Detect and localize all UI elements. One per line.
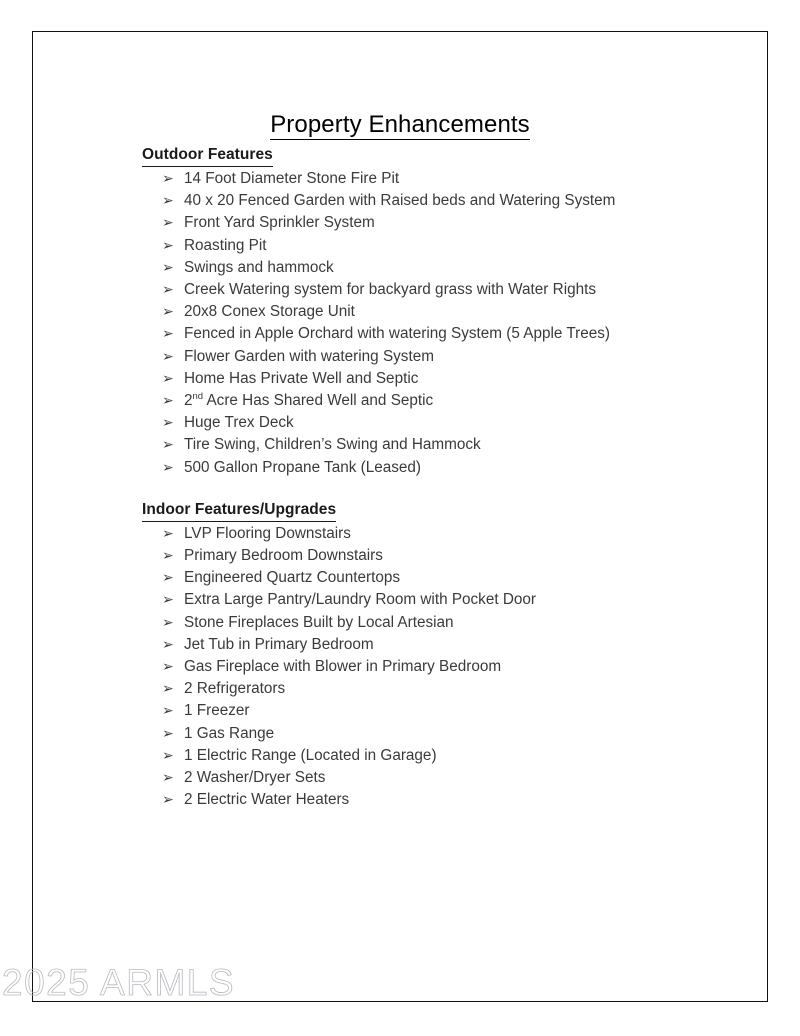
list-item [162,346,742,368]
list-item-label: Jet Tub in Primary Bedroom [184,635,374,653]
list-item-label: Flower Garden with watering System [184,347,434,365]
list-item-label: LVP Flooring Downstairs [184,524,351,542]
arrow-bullet-icon: ➢ [162,792,174,809]
arrow-bullet-icon: ➢ [162,348,174,365]
list-item [162,301,742,323]
list-item-label: Front Yard Sprinkler System [184,214,375,232]
page-title-text: Property Enhancements [270,112,530,140]
arrow-bullet-icon: ➢ [162,437,174,454]
arrow-bullet-icon: ➢ [162,747,174,764]
section-heading-outdoor-text: Outdoor Features [142,145,273,167]
list-item [162,745,742,767]
arrow-bullet-icon: ➢ [162,703,174,720]
arrow-bullet-icon: ➢ [162,215,174,232]
list-item-label: Roasting Pit [184,236,267,254]
arrow-bullet-icon: ➢ [162,636,174,653]
list-item-label: Stone Fireplaces Built by Local Artesian [184,613,454,631]
list-item-label: Primary Bedroom Downstairs [184,547,383,565]
arrow-bullet-icon: ➢ [162,725,174,742]
section-indoor-features [142,500,742,812]
list-item [162,767,742,789]
list-item-label: 1 Freezer [184,702,250,720]
arrow-bullet-icon: ➢ [162,570,174,587]
list-item [162,212,742,234]
list-item-label: Tire Swing, Children’s Swing and Hammock [184,436,481,454]
arrow-bullet-icon: ➢ [162,171,174,187]
list-item-label: 40 x 20 Fenced Garden with Raised beds and Watering System [184,192,616,210]
list-item-label: 500 Gallon Propane Tank (Leased) [184,458,421,476]
list-item-label: Huge Trex Deck [184,414,294,432]
indoor-features-list [142,523,742,812]
list-item [162,678,742,700]
arrow-bullet-icon: ➢ [162,259,174,276]
list-item [162,545,742,567]
section-heading-outdoor [142,145,742,167]
list-item-label: Extra Large Pantry/Laundry Room with Pocket Door [184,591,536,609]
list-item [162,412,742,434]
list-item [162,789,742,811]
list-item [162,523,742,545]
arrow-bullet-icon: ➢ [162,659,174,676]
list-item [162,567,742,589]
list-item-label: 2 Refrigerators [184,680,286,698]
arrow-bullet-icon: ➢ [162,393,174,410]
list-item [162,190,742,212]
section-outdoor-features [142,145,742,479]
section-heading-indoor [142,500,742,522]
list-item-label: 2 Electric Water Heaters [184,791,350,809]
list-item [162,168,742,190]
section-heading-indoor-text: Indoor Features/Upgrades [142,500,336,522]
list-item [162,457,742,479]
list-item [162,634,742,656]
list-item-label: Creek Watering system for backyard grass with Water Rights [184,281,597,299]
list-item [162,612,742,634]
list-item [162,235,742,257]
list-item-label: 20x8 Conex Storage Unit [184,303,355,321]
list-item [162,434,742,456]
arrow-bullet-icon: ➢ [162,548,174,565]
list-item [162,723,742,745]
arrow-bullet-icon: ➢ [162,415,174,432]
document-page [32,31,768,1002]
arrow-bullet-icon: ➢ [162,237,174,254]
list-item [162,656,742,678]
list-item-label: Swings and hammock [184,258,334,276]
list-item [162,257,742,279]
arrow-bullet-icon: ➢ [162,459,174,476]
arrow-bullet-icon: ➢ [162,282,174,299]
arrow-bullet-icon: ➢ [162,681,174,698]
list-item-label: 14 Foot Diameter Stone Fire Pit [184,170,400,187]
list-item-label: Gas Fireplace with Blower in Primary Bedroom [184,658,502,676]
arrow-bullet-icon: ➢ [162,304,174,321]
list-item-label: Fenced in Apple Orchard with watering System (5 Apple Trees) [184,325,610,343]
list-item-label: 1 Gas Range [184,724,275,742]
list-item [162,390,742,412]
list-item [162,323,742,345]
list-item [162,589,742,611]
arrow-bullet-icon: ➢ [162,326,174,343]
page-title [33,111,767,140]
list-item-label: 2nd Acre Has Shared Well and Septic [184,390,434,410]
outdoor-features-list [142,168,742,479]
list-item [162,700,742,722]
arrow-bullet-icon: ➢ [162,370,174,387]
list-item-label: Engineered Quartz Countertops [184,569,400,587]
arrow-bullet-icon: ➢ [162,614,174,631]
list-item-label: 1 Electric Range (Located in Garage) [184,746,437,764]
arrow-bullet-icon: ➢ [162,525,174,542]
list-item-label: Home Has Private Well and Septic [184,369,419,387]
list-item [162,279,742,301]
list-item-label: 2 Washer/Dryer Sets [184,769,326,787]
arrow-bullet-icon: ➢ [162,770,174,787]
list-item [162,368,742,390]
arrow-bullet-icon: ➢ [162,193,174,210]
arrow-bullet-icon: ➢ [162,592,174,609]
document-body [142,145,742,811]
